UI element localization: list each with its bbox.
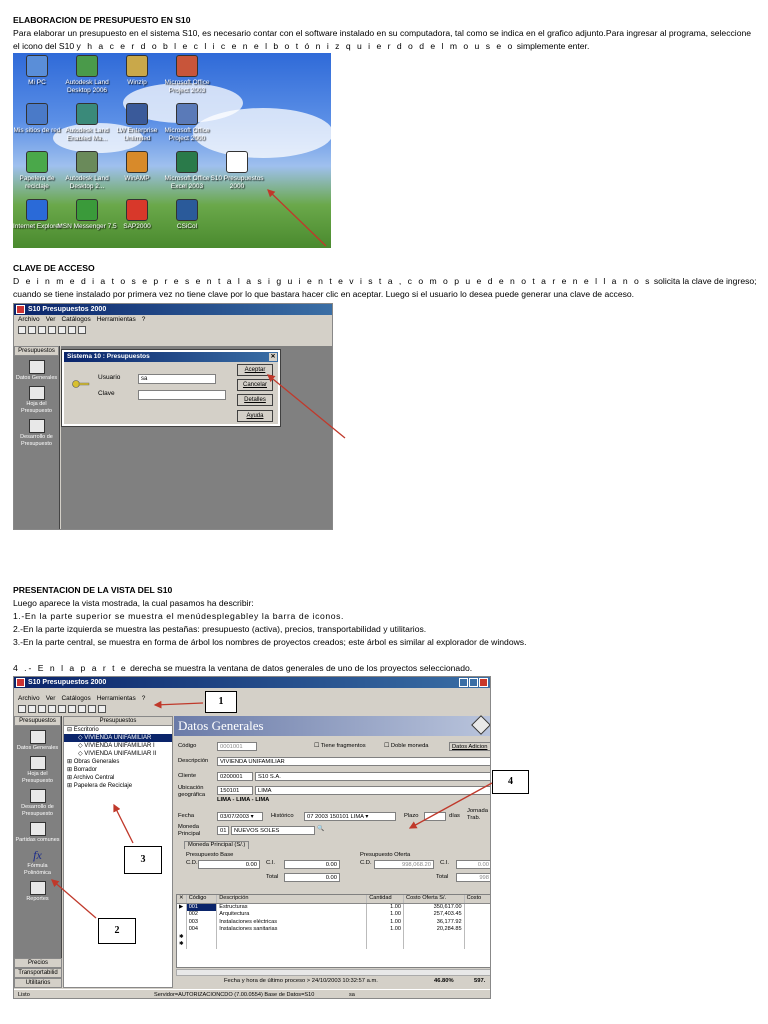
presupuesto-base-title: Presupuesto Base (186, 852, 234, 858)
close-icon[interactable]: ✕ (270, 354, 276, 360)
tree-node-archivo-central[interactable]: ⊞ Archivo Central (67, 775, 115, 781)
callout-2: 2 (98, 918, 136, 944)
oferta-cd-field: 998,068.20 (374, 860, 434, 869)
sidebar-item-hoja-presupuesto[interactable]: Hoja del Presupuesto (14, 386, 59, 415)
table-row[interactable]: ✱ (177, 934, 491, 942)
menu-archivo[interactable]: Archivo (18, 316, 40, 323)
cancelar-button[interactable]: Cancelar (237, 379, 273, 391)
menu-catalogos[interactable]: Catálogos (61, 316, 91, 323)
menu-catalogos[interactable]: Catálogos (61, 695, 91, 702)
status-user: sa (349, 992, 355, 998)
grid-header-costo[interactable]: Costo (464, 895, 490, 903)
tab-presupuestos[interactable]: Presupuestos (14, 716, 61, 726)
main-titlebar: S10 Presupuestos 2000 (14, 677, 490, 688)
base-total-field: 0.00 (284, 873, 340, 882)
menu-herramientas[interactable]: Herramientas (96, 316, 136, 323)
section3-line5: 4 .- E n l a p a r t e derecha se muestra la ventana de datos generales de uno de los proyectos seleccionado. (13, 663, 473, 673)
section3-line2: 1.-En la parte superior se muestra el menúdesplegabley la barra de iconos. (13, 611, 345, 621)
desktop-icon-label: Mis sitios de red (13, 127, 61, 134)
datos-adicionales-button[interactable]: Datos Adicion (449, 742, 491, 751)
sidebar-item-partidas[interactable]: Partidas comunes (14, 822, 61, 844)
menu-herramientas[interactable]: Herramientas (96, 695, 136, 702)
ayuda-button[interactable]: Ayuda (237, 410, 273, 422)
section1-title: ELABORACION DE PRESUPUESTO EN S10 (13, 15, 191, 25)
table-row[interactable]: ▶ 001 Estructuras 1.00 350,617.00 (177, 903, 491, 911)
menu-help[interactable]: ? (141, 316, 146, 323)
grid-row-indicator-header: ✕ (177, 895, 186, 903)
ubicacion-name-field[interactable]: LIMA (255, 786, 491, 795)
fecha-field[interactable]: 03/07/2003 ▾ (217, 812, 263, 821)
section2-title: CLAVE DE ACCESO (13, 263, 95, 273)
oferta-total-label: Total (436, 874, 449, 880)
tree-node-vivienda-1[interactable]: ◇ VIVIENDA UNIFAMILIAR I (78, 743, 155, 749)
tiene-fragmentos-checkbox[interactable]: ☐ Tiene fragmentos (314, 743, 366, 749)
tab-utilitarios[interactable]: Utilitarios (14, 978, 62, 988)
base-ci-label: C.I. (266, 860, 276, 866)
section3-line3: 2.-En la parte izquierda se muestra las pestañas: presupuesto (activa), precios, transportabilidad y utilitarios. (13, 624, 427, 634)
sidebar-item-datos-generales[interactable]: Datos Generales (14, 360, 59, 382)
arrow-to-datos (410, 783, 492, 828)
tree-node-vivienda-2[interactable]: ◇ VIVIENDA UNIFAMILIAR II (78, 751, 157, 757)
ultimo-proceso-text: Fecha y hora de último proceso > 24/10/2003 10:32:57 a.m. (224, 978, 378, 984)
descripcion-label: Descripción (178, 758, 209, 764)
cliente-code-field[interactable]: 0200001 (217, 772, 253, 781)
jornada-label: Jornada Trab. (467, 808, 488, 821)
table-row[interactable]: 003 Instalaciones eléctricas 1.00 36,177.92 (177, 919, 491, 927)
sidebar-item-reportes[interactable]: Reportes (14, 881, 61, 903)
doble-moneda-checkbox[interactable]: ☐ Doble moneda (384, 743, 429, 749)
desktop-icon-label: S10 Presupuestos 2000 (210, 175, 264, 190)
user-label: Usuario (98, 374, 121, 381)
base-total-label: Total (266, 874, 279, 880)
moneda-label: Moneda Principal (178, 824, 201, 837)
fecha-label: Fecha (178, 813, 195, 819)
status-server: Servidor=AUTORIZACIONCDO (7.00.0554) Base de Datos=S10 (154, 992, 315, 998)
sidebar-item-formula[interactable]: fx Fórmula Polinómica (24, 848, 51, 876)
arrow-to-menu (155, 703, 203, 705)
base-cd-field: 0.00 (198, 860, 260, 869)
arrow-to-tree (114, 805, 133, 843)
ubicacion-label: Ubicación geográfica (178, 785, 206, 798)
oferta-cd-label: C.D. (360, 860, 372, 866)
section1-body: Para elaborar un presupuesto en el sistema S10, es necesario contar con el software instalado en su computadora, tal como se indica en el grafico adjunto.Para ingresar al programa, seleccione el icono del S10 y h a c e r d o b l e c l i c e n e l b o t ó n i z q u i e r d o d e l m o u s e o simplemente enter. (13, 28, 752, 51)
desktop-icon-label: Papelera de reciclaje (19, 175, 55, 190)
callout-4: 4 (492, 770, 529, 794)
binoculars-icon[interactable]: 🔍 (317, 826, 325, 832)
ultimo-proceso-value: 46.80% (434, 978, 454, 984)
arrow-to-s10-icon (268, 190, 326, 246)
table-row[interactable]: ✱ (177, 941, 491, 949)
desktop-icon-label: Microsoft Office Project 2003 (164, 79, 210, 94)
desktop-icon-label: Autodesk Land Desktop 2... (65, 175, 109, 190)
grid-header-cantidad[interactable]: Cantidad (367, 895, 404, 903)
oferta-ci-field: 0.00 (456, 860, 491, 869)
tree-node-papelera[interactable]: ⊞ Papelera de Reciclaje (67, 783, 133, 789)
desktop-icon-label: SAP2000 (123, 223, 151, 230)
login-dialog-title: Sistema 10 : Presupuestos ✕ (64, 352, 278, 362)
tab-precios[interactable]: Precios (14, 958, 62, 968)
desktop-icon-label: Microsoft Office Excel 2003 (164, 175, 210, 190)
base-cd-label: C.D. (186, 860, 198, 866)
section2-body: D e i n m e d i a t o s e p r e s e n t a l a s i g u i e n t e v i s t a , c o m o p u e d e n o t a r e n e l l a n o s solicita la clave de ingreso; cuando se tiene instalado por primera vez no tiene clave por lo que bastara hacer clic en aceptar. Luego si el usuario lo desea puede generar una clave de acceso. (13, 276, 757, 299)
section3-line1: Luego aparece la vista mostrada, la cual pasamos ha describir: (13, 598, 254, 608)
tree-node-borrador[interactable]: ⊞ Borrador (67, 767, 98, 773)
table-row[interactable]: 002 Arquitectura 1.00 257,403.45 (177, 911, 491, 919)
base-ci-field: 0.00 (284, 860, 340, 869)
sidebar-item-desarrollo[interactable]: Desarrollo de Presupuesto (14, 789, 61, 818)
plazo-label: Plazo (404, 813, 419, 819)
tab-presupuestos[interactable]: Presupuestos (14, 346, 59, 356)
desktop-icon-label: Mi PC (28, 79, 46, 86)
descripcion-field[interactable]: VIVIENDA UNIFAMILIAR (217, 757, 491, 766)
desktop-icon-label: Internet Explorer (13, 223, 62, 230)
desktop-icon-label: Autodesk Land Enabled Ma... (65, 127, 109, 142)
grid-header-codigo[interactable]: Código (186, 895, 217, 903)
grid-header-descripcion[interactable]: Descripción (217, 895, 367, 903)
codigo-label: Código (178, 743, 197, 749)
plazo-unit: días (449, 813, 460, 819)
ultimo-proceso-value2: 597. (474, 978, 486, 984)
moneda-code-field[interactable]: 01 (217, 826, 229, 835)
tree-header: Presupuestos (64, 717, 172, 726)
callout-1: 1 (205, 691, 237, 713)
desktop-icon-label: Winzip (127, 79, 147, 86)
sidebar-item-datos-generales[interactable]: Datos Generales (14, 730, 61, 752)
cliente-label: Cliente (178, 773, 197, 779)
detalles-button[interactable]: Detalles (237, 394, 273, 406)
menu-ver[interactable]: Ver (45, 695, 56, 702)
desktop-icon-label: CSiCol (176, 223, 198, 230)
status-ready: Listo (18, 992, 30, 998)
codigo-field[interactable]: 0001001 (217, 742, 257, 751)
table-row[interactable]: 004 Instalaciones sanitarias 1.00 20,284.85 (177, 926, 491, 934)
menu-ver[interactable]: Ver (45, 316, 56, 323)
presupuesto-oferta-title: Presupuesto Oferta (360, 852, 411, 858)
aceptar-button[interactable]: Aceptar (237, 364, 273, 376)
moneda-name-field[interactable]: NUEVOS SOLES (231, 826, 315, 835)
menu-help[interactable]: ? (141, 695, 146, 702)
sidebar-item-hoja-presupuesto[interactable]: Hoja del Presupuesto (14, 756, 61, 785)
desktop-icon-label: WinAMP (124, 175, 150, 182)
desktop-icon-label: LW Enterprise Unlimited (116, 127, 158, 142)
ubicacion-code-field[interactable]: 150101 (217, 786, 253, 795)
historico-select[interactable]: 07 2003 150101 LIMA ▾ (304, 812, 396, 821)
menu-archivo[interactable]: Archivo (18, 695, 40, 702)
tab-transportabilidad[interactable]: Transportabilid (14, 968, 62, 978)
historico-label: Histórico (271, 813, 294, 819)
login-titlebar: S10 Presupuestos 2000 (14, 304, 332, 315)
desktop-icon-label: Autodesk Land Desktop 2006 (65, 79, 109, 94)
cliente-name-field[interactable]: S10 S.A. (255, 772, 491, 781)
fx-icon: fx (33, 848, 42, 862)
callout-3: 3 (124, 846, 162, 874)
oferta-ci-label: C.I. (440, 860, 450, 866)
arrow-to-aceptar (268, 375, 345, 438)
section3-line4: 3.-En la parte central, se muestra en forma de árbol los nombres de proyectos creados; este árbol es similar al explorador de windows. (13, 637, 527, 647)
oferta-total-field: 998 (456, 873, 491, 882)
panel-title: Datos Generales (174, 716, 491, 736)
desktop-icon-label: MSN Messenger 7.5 (57, 223, 117, 230)
tree-node-obras-generales[interactable]: ⊞ Obras Generales (67, 759, 120, 765)
user-input[interactable]: sa (138, 374, 216, 384)
password-label: Clave (98, 390, 115, 397)
ubicacion-full-text: LIMA - LIMA - LIMA (217, 797, 270, 803)
section3-title: PRESENTACION DE LA VISTA DEL S10 (13, 585, 173, 595)
tree-node-escritorio[interactable]: ⊟ Escritorio (67, 727, 99, 733)
grid-header-costo-oferta[interactable]: Costo Oferta S/. (404, 895, 465, 903)
tree-node-vivienda[interactable]: ◇ VIVIENDA UNIFAMILIAR (64, 734, 172, 742)
moneda-principal-tab[interactable]: Moneda Principal (S/.) (184, 841, 249, 849)
arrow-to-tabs (52, 880, 96, 918)
desktop-icon-label: Microsoft Office Project 2000 (164, 127, 210, 142)
sidebar-item-desarrollo[interactable]: Desarrollo de Presupuesto (14, 419, 59, 448)
